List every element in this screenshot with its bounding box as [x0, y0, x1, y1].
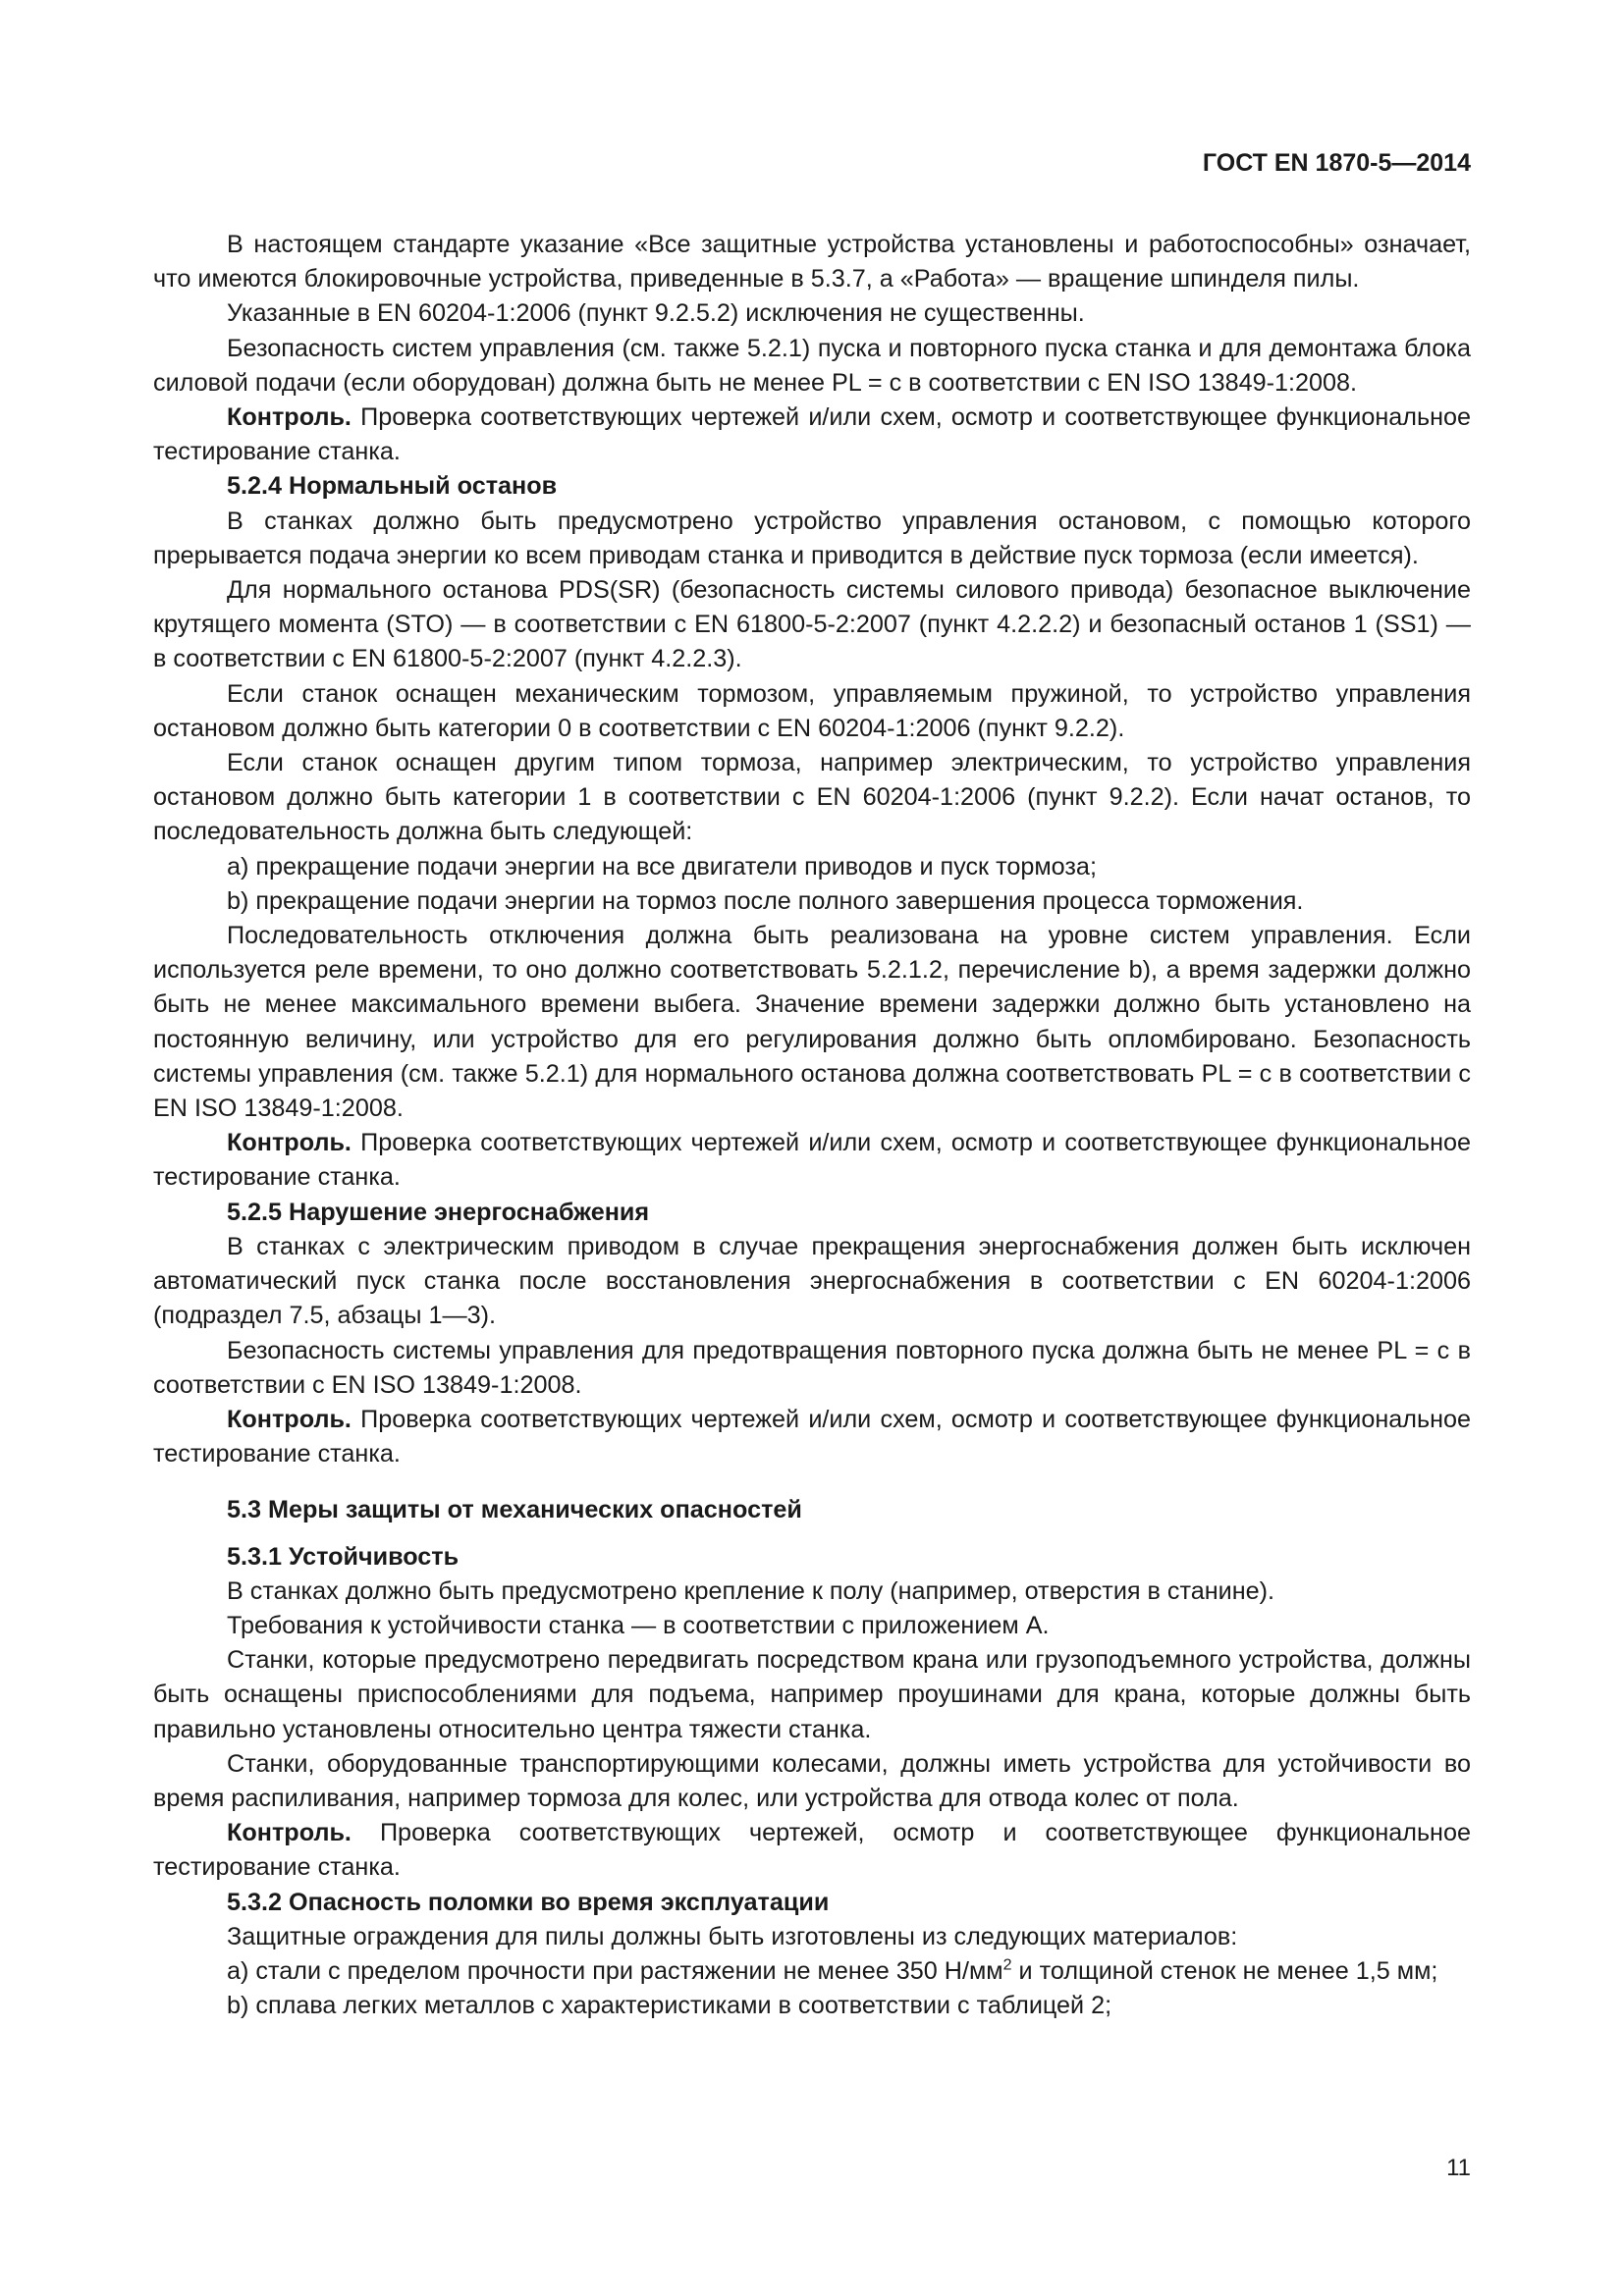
- paragraph: Безопасность систем управления (см. также 5.2.1) пуска и повторного пуска станка и для демонтажа блока силовой подачи (если оборудован) должна быть не менее PL = c в соответствии с EN ISO 13849-1:2008.: [153, 334, 1471, 397]
- paragraph: В настоящем стандарте указание «Все защитные устройства установлены и работоспособны» означает, что имеются блокировочные устройства, приведенные в 5.3.7, а «Работа» — вращение шпинделя пилы.: [153, 231, 1471, 294]
- paragraph: В станках с электрическим приводом в случае прекращения энергоснабжения должен быть исключен автоматический пуск станка после восстановления энергоснабжения в соответствии с EN 60204-1:2006 (подраздел 7.5, абзацы 1—3).: [153, 1232, 1471, 1330]
- control-keyword: Контроль.: [227, 403, 352, 432]
- paragraph: Если станок оснащен другим типом тормоза, например электрическим, то устройство управления остановом должно быть категории 1 в соответствии с EN 60204-1:2006 (пункт 9.2.2). Если начат останов, то последовательность должна быть следующей:: [153, 749, 1471, 846]
- section-heading-5-3-1: 5.3.1 Устойчивость: [227, 1542, 460, 1571]
- paragraph: Последовательность отключения должна быть реализована на уровне систем управления. Если используется реле времени, то оно должно соответствовать 5.2.1.2, перечисление b), а время задержки должно быть не менее максимального времени выбега. Значение времени задержки должно быть установлено на постоянную величину, или устройство для его регулирования должно быть опломбировано. Безопасность системы управления (см. также 5.2.1) для нормального останова должна соответствовать PL = c в соответствии с EN ISO 13849-1:2008.: [153, 922, 1471, 1123]
- superscript: 2: [1002, 1956, 1012, 1974]
- paragraph: Станки, оборудованные транспортирующими колесами, должны иметь устройства для устойчивости во время распиливания, например тормоза для колес, или устройства для отвода колес от пола.: [153, 1749, 1471, 1812]
- list-item-text: и толщиной стенок не менее 1,5 мм;: [1011, 1956, 1438, 1985]
- list-item: a) прекращение подачи энергии на все двигатели приводов и пуск тормоза;: [227, 852, 1097, 881]
- section-heading-5-3: 5.3 Меры защиты от механических опасностей: [227, 1496, 802, 1524]
- list-item: b) прекращение подачи энергии на тормоз после полного завершения процесса торможения.: [227, 886, 1304, 915]
- control-keyword: Контроль.: [227, 1405, 352, 1433]
- control-keyword: Контроль.: [227, 1819, 352, 1847]
- list-item: b) сплава легких металлов с характеристиками в соответствии с таблицей 2;: [227, 1992, 1112, 2020]
- page-number: 11: [1446, 2155, 1471, 2181]
- control-paragraph: [153, 1126, 1471, 1195]
- control-text: Проверка соответствующих чертежей и/или схем, осмотр и соответствующее функциональное тестирование станка.: [153, 1405, 1471, 1468]
- paragraph: Для нормального останова PDS(SR) (безопасность системы силового привода) безопасное выключение крутящего момента (STO) — в соответствии с EN 61800-5-2:2007 (пункт 4.2.2.2) и безопасный останов 1 (SS1) — в соответствии с EN 61800-5-2:2007 (пункт 4.2.2.3).: [153, 576, 1471, 673]
- list-item: [153, 1954, 1471, 1989]
- paragraph: Указанные в EN 60204-1:2006 (пункт 9.2.5.2) исключения не существенны.: [227, 299, 1085, 328]
- paragraph: В станках должно быть предусмотрено устройство управления остановом, с помощью которого прерывается подача энергии ко всем приводам станка и приводится в действие пуск тормоза (если имеется).: [153, 507, 1471, 569]
- document-body: [153, 228, 1471, 2023]
- paragraph: Станки, которые предусмотрено передвигать посредством крана или грузоподъемного устройства, должны быть оснащены приспособлениями для подъема, например проушинами для крана, которые должны быть правильно установлены относительно центра тяжести станка.: [153, 1646, 1471, 1743]
- control-paragraph: [153, 1403, 1471, 1471]
- control-paragraph: [153, 400, 1471, 469]
- list-item-text: a) стали с пределом прочности при растяжении не менее 350 Н/мм: [227, 1956, 1003, 1985]
- section-heading-5-2-4: 5.2.4 Нормальный останов: [227, 472, 558, 501]
- control-text: Проверка соответствующих чертежей и/или схем, осмотр и соответствующее функциональное тестирование станка.: [153, 403, 1471, 466]
- control-paragraph: [153, 1816, 1471, 1885]
- section-heading-5-2-5: 5.2.5 Нарушение энергоснабжения: [227, 1198, 650, 1226]
- control-text: Проверка соответствующих чертежей и/или схем, осмотр и соответствующее функциональное тестирование станка.: [153, 1129, 1471, 1192]
- control-text: Проверка соответствующих чертежей, осмотр и соответствующее функциональное тестирование станка.: [153, 1819, 1471, 1882]
- paragraph: В станках должно быть предусмотрено крепление к полу (например, отверстия в станине).: [227, 1576, 1275, 1605]
- standard-designation: ГОСТ EN 1870-5—2014: [1202, 149, 1471, 177]
- paragraph: Если станок оснащен механическим тормозом, управляемым пружиной, то устройство управления остановом должно быть категории 0 в соответствии с EN 60204-1:2006 (пункт 9.2.2).: [153, 679, 1471, 742]
- section-heading-5-3-2: 5.3.2 Опасность поломки во время эксплуатации: [227, 1888, 830, 1916]
- control-keyword: Контроль.: [227, 1129, 352, 1157]
- paragraph: Требования к устойчивости станка — в соответствии с приложением A.: [227, 1611, 1050, 1639]
- paragraph: Защитные ограждения для пилы должны быть изготовлены из следующих материалов:: [227, 1922, 1238, 1950]
- paragraph: Безопасность системы управления для предотвращения повторного пуска должна быть не менее PL = c в соответствии с EN ISO 13849-1:2008.: [153, 1336, 1471, 1399]
